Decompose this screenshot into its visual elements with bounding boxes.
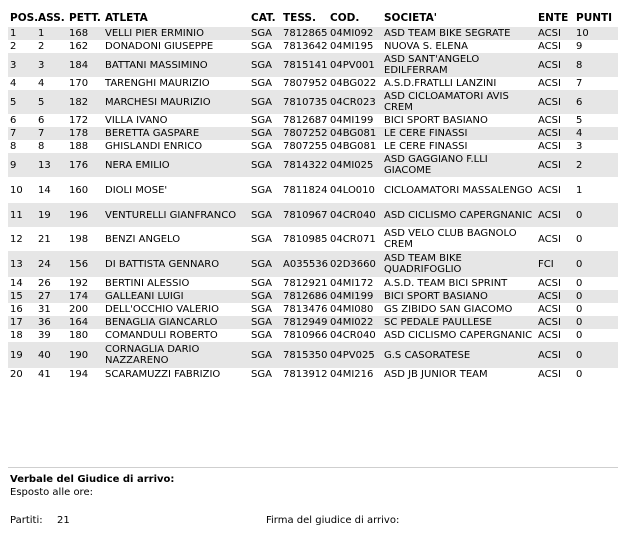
cell-tess: 7812921 [283,278,328,289]
cell-pos: 20 [8,368,36,381]
table-row [8,342,618,368]
cell-pos: 14 [8,277,36,290]
cell-punti: 0 [574,329,618,342]
table-row [8,27,618,40]
cell-cod: 04MI092 [328,27,382,40]
header-atleta: ATLETA [105,12,148,24]
cell-cat: SGA [249,368,281,381]
cell-societa: ASD SANT'ANGELO EDILFERRAM [382,53,536,77]
cell-ass: 41 [36,368,67,381]
cell-ass: 21 [36,227,67,251]
cell-punti: 0 [574,316,618,329]
cell-atleta: DONADONI GIUSEPPE [103,40,249,53]
cell-pett: 170 [67,77,103,90]
cell-tess: 7807252 [283,128,328,139]
cell-cat: SGA [249,40,281,53]
cell-pett: 178 [67,127,103,140]
cell-ente: ACSI [536,203,574,227]
cell-tess: 7813476 [283,304,328,315]
cell-cod: 04PV001 [328,53,382,77]
cell-pos: 10 [8,177,36,203]
cell-ass: 1 [36,27,67,40]
cell-pett: 196 [67,203,103,227]
cell-societa: LE CERE FINASSI [382,127,536,140]
cell-pos: 12 [8,227,36,251]
cell-cod: 04BG081 [328,140,382,153]
cell-punti: 0 [574,290,618,303]
cell-tess: 7815141 [281,53,328,77]
cell-societa: ASD CICLISMO CAPERGNANIC [382,203,536,227]
table-row [8,227,618,251]
cell-punti: 8 [574,53,618,77]
cell-cat: SGA [249,251,281,277]
table-row [8,303,618,316]
cell-atleta: BERETTA GASPARE [103,127,249,140]
cell-cat: SGA [249,90,281,114]
cell-ente: ACSI [536,368,574,381]
cell-pos: 8 [8,140,36,153]
cell-cod: 04MI199 [328,290,382,303]
cell-pett: 160 [67,177,103,203]
cell-ass: 31 [36,303,67,316]
cell-atleta: NERA EMILIO [103,153,249,177]
cell-tess: A035536 [281,251,328,277]
cell-pos: 18 [8,329,36,342]
table-row [8,329,618,342]
esposto-label: Esposto alle ore: [10,487,93,498]
header-societa: SOCIETA' [384,12,437,24]
cell-punti: 6 [574,90,618,114]
table-row [8,251,618,277]
verbale-label: Verbale del Giudice di arrivo: [10,474,175,485]
cell-societa: ASD GAGGIANO F.LLI GIACOME [382,153,536,177]
header-ente: ENTE [538,12,569,24]
partiti-label: Partiti: [10,515,43,526]
cell-ente: ACSI [536,227,574,251]
cell-atleta: DELL'OCCHIO VALERIO [103,303,249,316]
cell-societa: ASD CICLOAMATORI AVIS CREM [382,90,536,114]
table-row [8,277,618,290]
cell-tess: 7812687 [283,115,328,126]
cell-ente: ACSI [536,329,574,342]
cell-cod: 04MI025 [328,153,382,177]
firma-label: Firma del giudice di arrivo: [266,515,400,526]
cell-societa: A.S.D. TEAM BICI SPRINT [382,277,536,290]
cell-cat: SGA [249,127,281,140]
cell-pos: 15 [8,290,36,303]
cell-tess: 7812686 [283,291,328,302]
cell-ass: 6 [36,114,67,127]
cell-cat: SGA [249,303,281,316]
table-row [8,153,618,177]
cell-punti: 5 [574,114,618,127]
header-tess: TESS. [283,12,316,24]
cell-tess: 7810985 [281,227,328,251]
cell-punti: 7 [574,77,618,90]
table-row [8,53,618,77]
footer-divider [8,467,618,468]
cell-ente: ACSI [536,177,574,203]
cell-punti: 3 [574,140,618,153]
cell-societa: LE CERE FINASSI [382,140,536,153]
cell-punti: 0 [574,303,618,316]
cell-ass: 4 [36,77,67,90]
cell-societa: BICI SPORT BASIANO [382,290,536,303]
cell-cod: 04MI195 [328,40,382,53]
cell-pos: 6 [8,114,36,127]
cell-pos: 13 [8,251,36,277]
cell-cat: SGA [249,290,281,303]
header-pos: POS. [10,12,39,24]
cell-atleta: VENTURELLI GIANFRANCO [103,203,249,227]
cell-pos: 1 [8,27,36,40]
table-row [8,203,618,227]
cell-cat: SGA [249,140,281,153]
cell-societa: ASD JB JUNIOR TEAM [382,368,536,381]
cell-cat: SGA [249,329,281,342]
cell-cod: 04CR023 [328,90,382,114]
cell-ass: 24 [36,251,67,277]
cell-atleta: VILLA IVANO [103,114,249,127]
cell-tess: 7815350 [281,342,328,368]
cell-punti: 0 [574,251,618,277]
cell-ente: ACSI [536,316,574,329]
cell-tess: 7810967 [281,203,328,227]
results-table [8,6,618,381]
cell-ente: ACSI [536,114,574,127]
cell-punti: 0 [574,342,618,368]
cell-ass: 7 [36,127,67,140]
cell-atleta: COMANDULI ROBERTO [103,329,249,342]
cell-atleta: GHISLANDI ENRICO [103,140,249,153]
cell-cat: SGA [249,77,281,90]
cell-pos: 9 [8,153,36,177]
cell-pett: 194 [67,368,103,381]
cell-tess: 7812949 [283,317,328,328]
cell-ass: 39 [36,329,67,342]
table-row [8,316,618,329]
cell-pett: 184 [67,53,103,77]
cell-ente: ACSI [536,153,574,177]
partiti-value: 21 [57,515,70,526]
cell-ente: ACSI [536,27,574,40]
cell-pett: 190 [67,342,103,368]
cell-cod: 04BG081 [328,127,382,140]
cell-cat: SGA [249,342,281,368]
table-row [8,177,618,203]
cell-ass: 3 [36,53,67,77]
header-ass: ASS. [38,12,65,24]
cell-ass: 13 [36,153,67,177]
cell-atleta: TARENGHI MAURIZIO [103,77,249,90]
cell-atleta: CORNAGLIA DARIO NAZZARENO [103,342,249,368]
cell-tess: 7814322 [281,153,328,177]
cell-cat: SGA [249,53,281,77]
table-row [8,40,618,53]
cell-cod: 02D3660 [328,251,382,277]
table-row [8,90,618,114]
cell-ass: 19 [36,203,67,227]
cell-tess: 7810966 [283,330,328,341]
cell-tess: 7810735 [281,90,328,114]
cell-pett: 174 [67,290,103,303]
cell-cod: 04MI216 [328,368,382,381]
cell-punti: 9 [574,40,618,53]
cell-cod: 04BG022 [328,77,382,90]
cell-pett: 162 [67,40,103,53]
cell-cod: 04MI172 [328,277,382,290]
cell-ass: 5 [36,90,67,114]
cell-pett: 164 [67,316,103,329]
cell-ente: ACSI [536,90,574,114]
cell-pett: 156 [67,251,103,277]
cell-cod: 04CR071 [328,227,382,251]
cell-cod: 04CR040 [328,203,382,227]
cell-ente: ACSI [536,53,574,77]
cell-cod: 04MI080 [328,303,382,316]
cell-societa: ASD CICLISMO CAPERGNANIC [382,329,536,342]
cell-societa: A.S.D.FRATLLI LANZINI [382,77,536,90]
cell-tess: 7807255 [283,141,328,152]
table-row [8,77,618,90]
table-row [8,290,618,303]
cell-societa: ASD TEAM BIKE QUADRIFOGLIO [382,251,536,277]
cell-ass: 36 [36,316,67,329]
cell-ente: ACSI [536,277,574,290]
cell-atleta: BERTINI ALESSIO [103,277,249,290]
cell-atleta: BENAGLIA GIANCARLO [103,316,249,329]
cell-societa: G.S CASORATESE [382,342,536,368]
cell-societa: NUOVA S. ELENA [382,40,536,53]
cell-pos: 7 [8,127,36,140]
cell-pett: 172 [67,114,103,127]
cell-pos: 2 [8,40,36,53]
header-cat: CAT. [251,12,276,24]
cell-pos: 11 [8,203,36,227]
cell-pett: 192 [67,277,103,290]
cell-societa: GS ZIBIDO SAN GIACOMO [382,303,536,316]
cell-pett: 180 [67,329,103,342]
cell-ente: ACSI [536,290,574,303]
cell-cat: SGA [249,27,281,40]
cell-punti: 10 [574,27,618,40]
header-punti: PUNTI [576,12,613,24]
cell-cat: SGA [249,114,281,127]
cell-societa: BICI SPORT BASIANO [382,114,536,127]
header-pett: PETT. [69,12,101,24]
cell-cod: 04MI199 [328,114,382,127]
cell-ente: ACSI [536,140,574,153]
cell-pett: 176 [67,153,103,177]
cell-pos: 16 [8,303,36,316]
cell-atleta: GALLEANI LUIGI [103,290,249,303]
cell-cat: SGA [249,177,281,203]
cell-pos: 17 [8,316,36,329]
cell-punti: 2 [574,153,618,177]
cell-pett: 182 [67,90,103,114]
cell-pett: 168 [67,27,103,40]
cell-ass: 2 [36,40,67,53]
cell-cat: SGA [249,277,281,290]
cell-cat: SGA [249,203,281,227]
cell-cat: SGA [249,316,281,329]
table-row [8,127,618,140]
cell-tess: 7813642 [283,41,328,52]
cell-cod: 04PV025 [328,342,382,368]
cell-pett: 188 [67,140,103,153]
cell-ente: ACSI [536,40,574,53]
cell-tess: 7811824 [281,177,328,203]
cell-ente: ACSI [536,127,574,140]
cell-pos: 4 [8,77,36,90]
cell-tess: 7813912 [283,369,328,380]
cell-ente: FCI [536,251,574,277]
cell-cod: 04CR040 [328,329,382,342]
table-row [8,140,618,153]
cell-atleta: BATTANI MASSIMINO [103,53,249,77]
header-cod: COD. [330,12,360,24]
cell-pos: 19 [8,342,36,368]
cell-ass: 8 [36,140,67,153]
cell-ente: ACSI [536,303,574,316]
cell-punti: 0 [574,227,618,251]
cell-atleta: DIOLI MOSE' [103,177,249,203]
cell-ente: ACSI [536,342,574,368]
cell-pos: 5 [8,90,36,114]
cell-cod: 04LO010 [328,177,382,203]
table-row [8,368,618,381]
cell-tess: 7812865 [283,28,328,39]
cell-punti: 0 [574,277,618,290]
cell-punti: 0 [574,368,618,381]
cell-ass: 26 [36,277,67,290]
cell-pett: 198 [67,227,103,251]
cell-societa: SC PEDALE PAULLESE [382,316,536,329]
cell-tess: 7807952 [283,78,328,89]
cell-punti: 1 [574,177,618,203]
cell-ass: 14 [36,177,67,203]
cell-atleta: SCARAMUZZI FABRIZIO [103,368,249,381]
cell-cat: SGA [249,153,281,177]
cell-punti: 0 [574,203,618,227]
cell-cat: SGA [249,227,281,251]
cell-societa: ASD VELO CLUB BAGNOLO CREM [382,227,536,251]
cell-atleta: DI BATTISTA GENNARO [103,251,249,277]
cell-pett: 200 [67,303,103,316]
cell-societa: CICLOAMATORI MASSALENGO [382,177,536,203]
cell-societa: ASD TEAM BIKE SEGRATE [382,27,536,40]
table-row [8,114,618,127]
header-row [8,6,618,27]
cell-punti: 4 [574,127,618,140]
cell-ass: 27 [36,290,67,303]
cell-pos: 3 [8,53,36,77]
cell-ass: 40 [36,342,67,368]
cell-atleta: MARCHESI MAURIZIO [103,90,249,114]
cell-cod: 04MI022 [328,316,382,329]
cell-ente: ACSI [536,77,574,90]
cell-atleta: VELLI PIER ERMINIO [103,27,249,40]
cell-atleta: BENZI ANGELO [103,227,249,251]
